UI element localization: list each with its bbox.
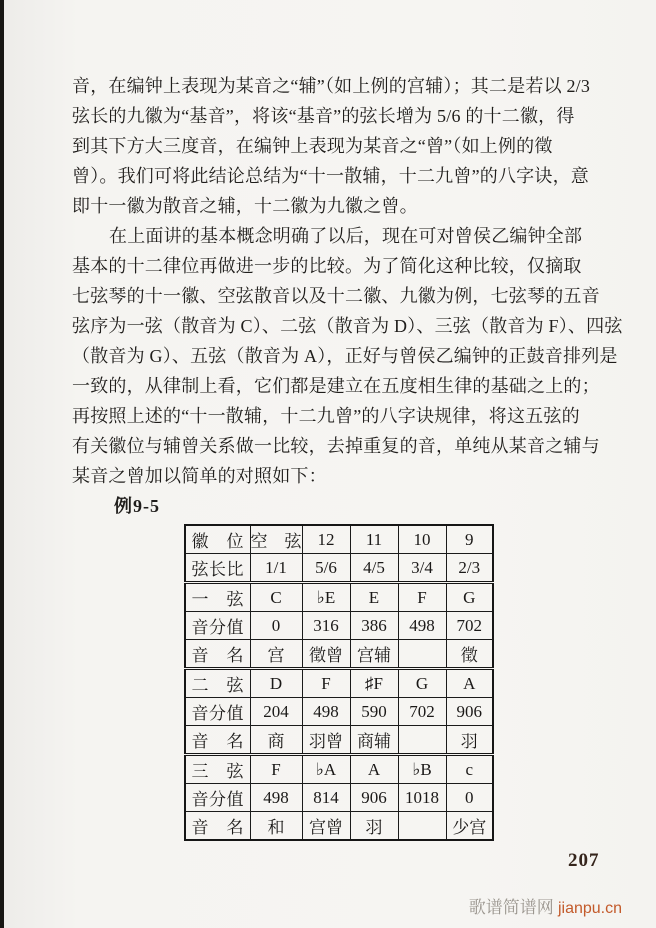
- text-line: 基本的十二律位再做进一步的比较。为了简化这种比较，仅摘取: [72, 256, 582, 276]
- row-header-cell: 音 名: [185, 726, 250, 755]
- table-row: [185, 669, 493, 698]
- table-cell: 702: [398, 698, 446, 726]
- row-header-cell: 音 名: [185, 640, 250, 669]
- table-cell: 0: [446, 784, 493, 812]
- text-line: 即十一徽为散音之辅，十二徽为九徽之曾。: [72, 196, 418, 216]
- watermark: [469, 893, 622, 918]
- table-cell: 702: [446, 612, 493, 640]
- comparison-table: [184, 524, 494, 841]
- table-cell: G: [446, 583, 493, 612]
- table-cell: 1018: [398, 784, 446, 812]
- table-row: [185, 583, 493, 612]
- example-label: 例9-5: [114, 496, 160, 516]
- table-row: [185, 812, 493, 841]
- text-line: 曾）。我们可将此结论总结为“十一散辅，十二九曾”的八字诀，意: [72, 166, 589, 186]
- table-cell: D: [250, 669, 302, 698]
- row-header-cell: 二 弦: [185, 669, 250, 698]
- table-cell: A: [446, 669, 493, 698]
- text-line: 弦序为一弦（散音为 C）、二弦（散音为 D）、三弦（散音为 F）、四弦: [72, 316, 623, 336]
- table-cell: 1/1: [250, 554, 302, 583]
- text-line: 某音之曾加以简单的对照如下：: [72, 466, 327, 486]
- table-cell: 商: [250, 726, 302, 755]
- table-cell: 4/5: [350, 554, 398, 583]
- row-header-cell: 三 弦: [185, 755, 250, 784]
- scan-edge-artifact: [0, 0, 4, 928]
- table-cell: 386: [350, 612, 398, 640]
- table-cell: 498: [302, 698, 350, 726]
- table-cell: 498: [250, 784, 302, 812]
- table-cell: ♭B: [398, 755, 446, 784]
- table-cell: ♯F: [350, 669, 398, 698]
- body-text: [72, 71, 630, 491]
- table-cell: [398, 812, 446, 841]
- watermark-site-url: jianpu.cn: [557, 900, 622, 917]
- table-cell: 羽: [446, 726, 493, 755]
- table-cell: F: [302, 669, 350, 698]
- table-row: [185, 755, 493, 784]
- table-cell: 3/4: [398, 554, 446, 583]
- paragraph-2: [72, 221, 630, 491]
- table-cell: 204: [250, 698, 302, 726]
- table-row: [185, 525, 493, 554]
- table-row: [185, 554, 493, 583]
- table-cell: 空 弦: [250, 525, 302, 554]
- row-header-cell: 音分值: [185, 612, 250, 640]
- table-cell: [398, 640, 446, 669]
- table-cell: c: [446, 755, 493, 784]
- row-header-cell: 音 名: [185, 812, 250, 841]
- text-line: 一致的，从律制上看，它们都是建立在五度相生律的基础之上的；: [72, 376, 600, 396]
- table-cell: 羽曾: [302, 726, 350, 755]
- table-cell: [398, 726, 446, 755]
- watermark-site-name: 歌谱简谱网: [468, 898, 554, 917]
- text-line: （散音为 G）、五弦（散音为 A），正好与曾侯乙编钟的正鼓音排列是: [72, 346, 618, 366]
- table-cell: 徵: [446, 640, 493, 669]
- text-line: 七弦琴的十一徽、空弦散音以及十二徽、九徽为例，七弦琴的五音: [72, 286, 600, 306]
- row-header-cell: 弦长比: [185, 554, 250, 583]
- table-row: [185, 698, 493, 726]
- table-cell: F: [398, 583, 446, 612]
- table-row: [185, 784, 493, 812]
- table-cell: 少宫: [446, 812, 493, 841]
- table-cell: 羽: [350, 812, 398, 841]
- table-cell: F: [250, 755, 302, 784]
- table-cell: C: [250, 583, 302, 612]
- table-cell: E: [350, 583, 398, 612]
- table-cell: 906: [446, 698, 493, 726]
- table-cell: 5/6: [302, 554, 350, 583]
- table-cell: 906: [350, 784, 398, 812]
- table-cell: 12: [302, 525, 350, 554]
- table-cell: ♭A: [302, 755, 350, 784]
- table-cell: 11: [350, 525, 398, 554]
- text-line: 有关徽位与辅曾关系做一比较，去掉重复的音，单纯从某音之辅与: [72, 436, 600, 456]
- table-cell: 宫辅: [350, 640, 398, 669]
- table-cell: 0: [250, 612, 302, 640]
- paragraph-1: [72, 71, 630, 221]
- row-header-cell: 一 弦: [185, 583, 250, 612]
- text-line: 音，在编钟上表现为某音之“辅”（如上例的宫辅）；其二是若以 2/3: [72, 76, 591, 96]
- table-cell: 宫: [250, 640, 302, 669]
- row-header-cell: 音分值: [185, 784, 250, 812]
- table-cell: 宫曾: [302, 812, 350, 841]
- table-cell: 590: [350, 698, 398, 726]
- table-cell: 498: [398, 612, 446, 640]
- table-row: [185, 612, 493, 640]
- row-header-cell: 徽 位: [185, 525, 250, 554]
- text-line: 到其下方大三度音，在编钟上表现为某音之“曾”（如上例的徵: [72, 136, 553, 156]
- table-cell: 814: [302, 784, 350, 812]
- table-row: [185, 726, 493, 755]
- text-line: 弦长的九徽为“基音”，将该“基音”的弦长增为 5/6 的十二徽，得: [72, 106, 575, 126]
- table-cell: 和: [250, 812, 302, 841]
- page-number: 207: [568, 850, 600, 871]
- table-row: [185, 640, 493, 669]
- table-cell: 10: [398, 525, 446, 554]
- table-cell: ♭E: [302, 583, 350, 612]
- row-header-cell: 音分值: [185, 698, 250, 726]
- text-line: 再按照上述的“十一散辅，十二九曾”的八字诀规律，将这五弦的: [72, 406, 580, 426]
- table-cell: 2/3: [446, 554, 493, 583]
- table-cell: 徵曾: [302, 640, 350, 669]
- table-cell: A: [350, 755, 398, 784]
- table-cell: 商辅: [350, 726, 398, 755]
- table-cell: 9: [446, 525, 493, 554]
- text-line: 在上面讲的基本概念明确了以后，现在可对曾侯乙编钟全部: [109, 226, 583, 246]
- table-cell: G: [398, 669, 446, 698]
- table-cell: 316: [302, 612, 350, 640]
